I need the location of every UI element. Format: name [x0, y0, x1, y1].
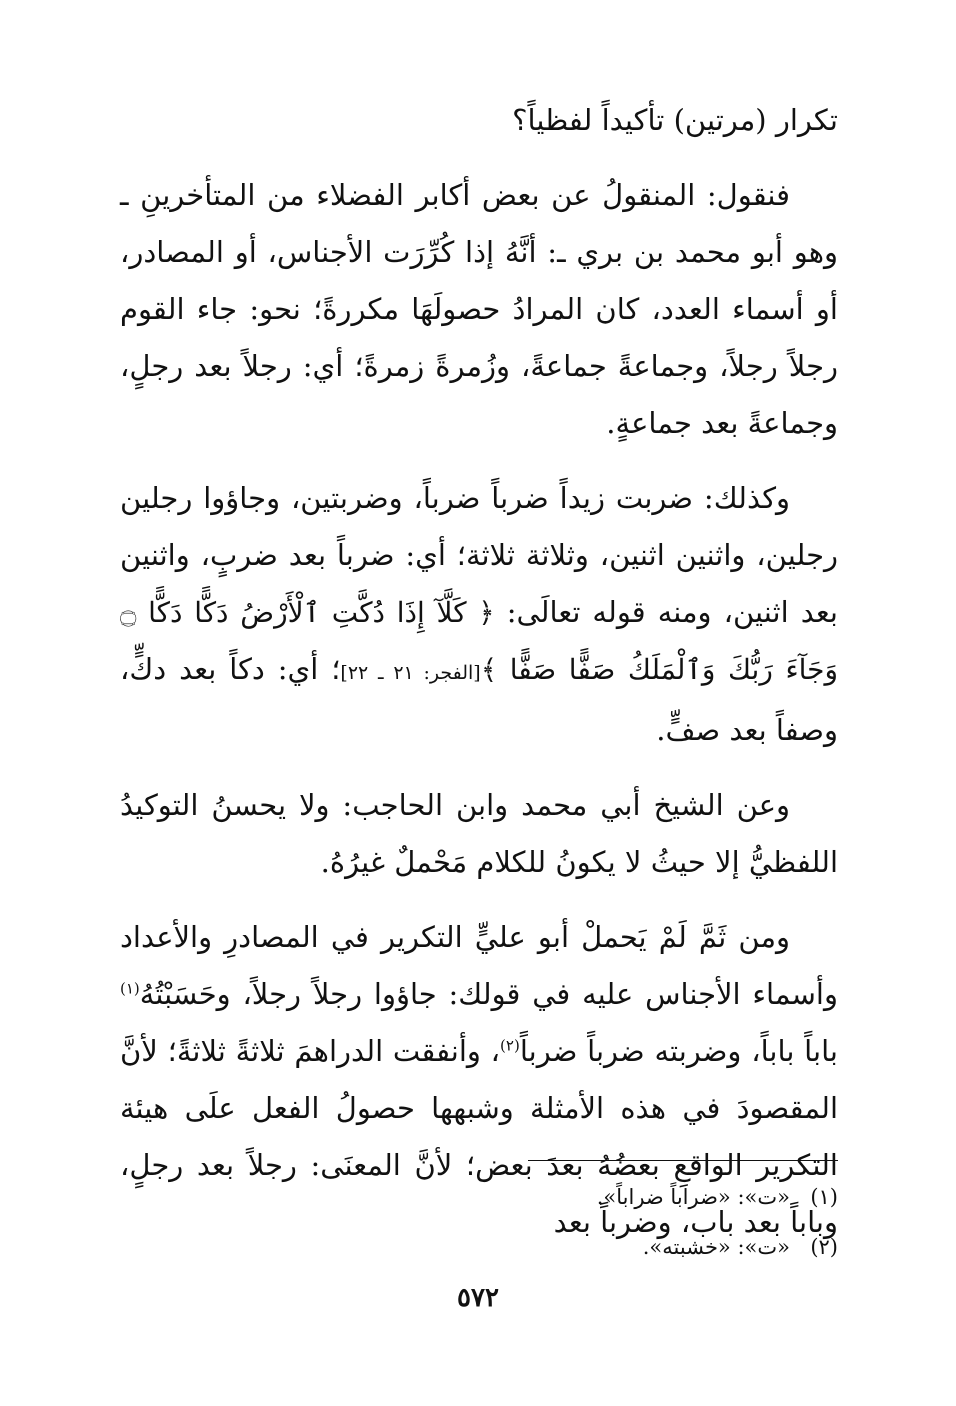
footnotes — [480, 1172, 838, 1272]
abu-ali-text-c: ، وأنفقت الدراهمَ ثلاثةً ثلاثةً؛ لأنَّ المقصودَ في هذه الأمثلة وشبهها حصولُ الفعل علَى هيئة التكرير الواقعِ بعضُهُ بعدَ بعض؛ لأنَّ المعنَى: رجلاً بعد رجلٍ، وباباً بعد باب، وضرباً بعد — [120, 1034, 838, 1239]
verse-reference: [الفجر: ٢١ ـ ٢٢] — [340, 662, 481, 684]
page-number: ٥٧٢ — [457, 1283, 499, 1313]
paragraph-gap — [120, 891, 838, 909]
paragraph-gap — [120, 759, 838, 777]
abu-ali-text-b: باباً باباً، وضربته ضرباً ضرباً — [519, 1034, 838, 1068]
examples-text: وكذلك: ضربت زيداً ضرباً ضرباً، وضربتين، وجاؤوا رجلين رجلين، واثنين اثنين، وثلاثة ثلاثة؛ أي: ضرباً بعد ضربٍ، واثنين بعد اثنين، ومنه قوله تعالَى: — [120, 481, 838, 629]
examples-tail: ؛ أي: دكاً بعد دكٍّ، وصفاً بعد صفٍّ. — [120, 652, 838, 747]
paragraph-gap — [120, 149, 838, 167]
footnote-text: «ت»: «ضراباً ضراباً». — [596, 1185, 790, 1209]
footnote-1 — [480, 1172, 838, 1222]
abu-ali-text-a: ومن ثَمَّ لَمْ يَحملْ أبو عليٍّ التكرير في المصادرِ والأعداد وأسماء الأجناس عليه في قولك: جاؤوا رجلاً رجلاً، وحَسَبْتُهُ — [120, 920, 838, 1011]
footnote-number: (٢) — [810, 1235, 838, 1259]
paragraph-ibn-barri: فنقول: المنقولُ عن بعض أكابر الفضلاء من المتأخرينِ ـ وهو أبو محمد بن بري ـ: أنَّهُ إذا كُرِّرَت الأجناس، أو المصادر، أو أسماء العدد، كان المرادُ حصولَهَا مكررةً؛ نحو: جاء القوم رجلاً رجلاً، وجماعةً جماعةً، وزُمرةً زمرةً؛ أي: رجلاً بعد رجلٍ، وجماعةً بعد جماعةٍ. — [120, 178, 838, 440]
paragraph-examples — [120, 470, 838, 759]
page-body — [120, 92, 838, 1251]
paragraph-gap — [120, 452, 838, 470]
paragraph-continuation: تكرار (مرتين) تأكيداً لفظياً؟ — [512, 103, 838, 137]
footnote-separator — [528, 1160, 838, 1161]
quran-verse: ﴿ كَلَّآ إِذَا دُكَّتِ ٱلْأَرْضُ دَكًّا دَكًّا ۝ وَجَآءَ رَبُّكَ وَٱلْمَلَكُ صَفًّا صَفًّا ﴾ — [120, 596, 838, 686]
footnote-2 — [480, 1222, 838, 1272]
footnote-number: (١) — [810, 1185, 838, 1209]
paragraph-ibn-hajib: وعن الشيخ أبي محمد وابن الحاجب: ولا يحسنُ التوكيدُ اللفظيُّ إلا حيثُ لا يكونُ للكلام مَحْملٌ غيرُهُ. — [120, 788, 838, 879]
footnote-text: «ت»: «خشبته». — [642, 1235, 790, 1259]
footnote-marker-1: (١) — [120, 979, 140, 998]
footnote-marker-2: (٢) — [500, 1036, 520, 1055]
